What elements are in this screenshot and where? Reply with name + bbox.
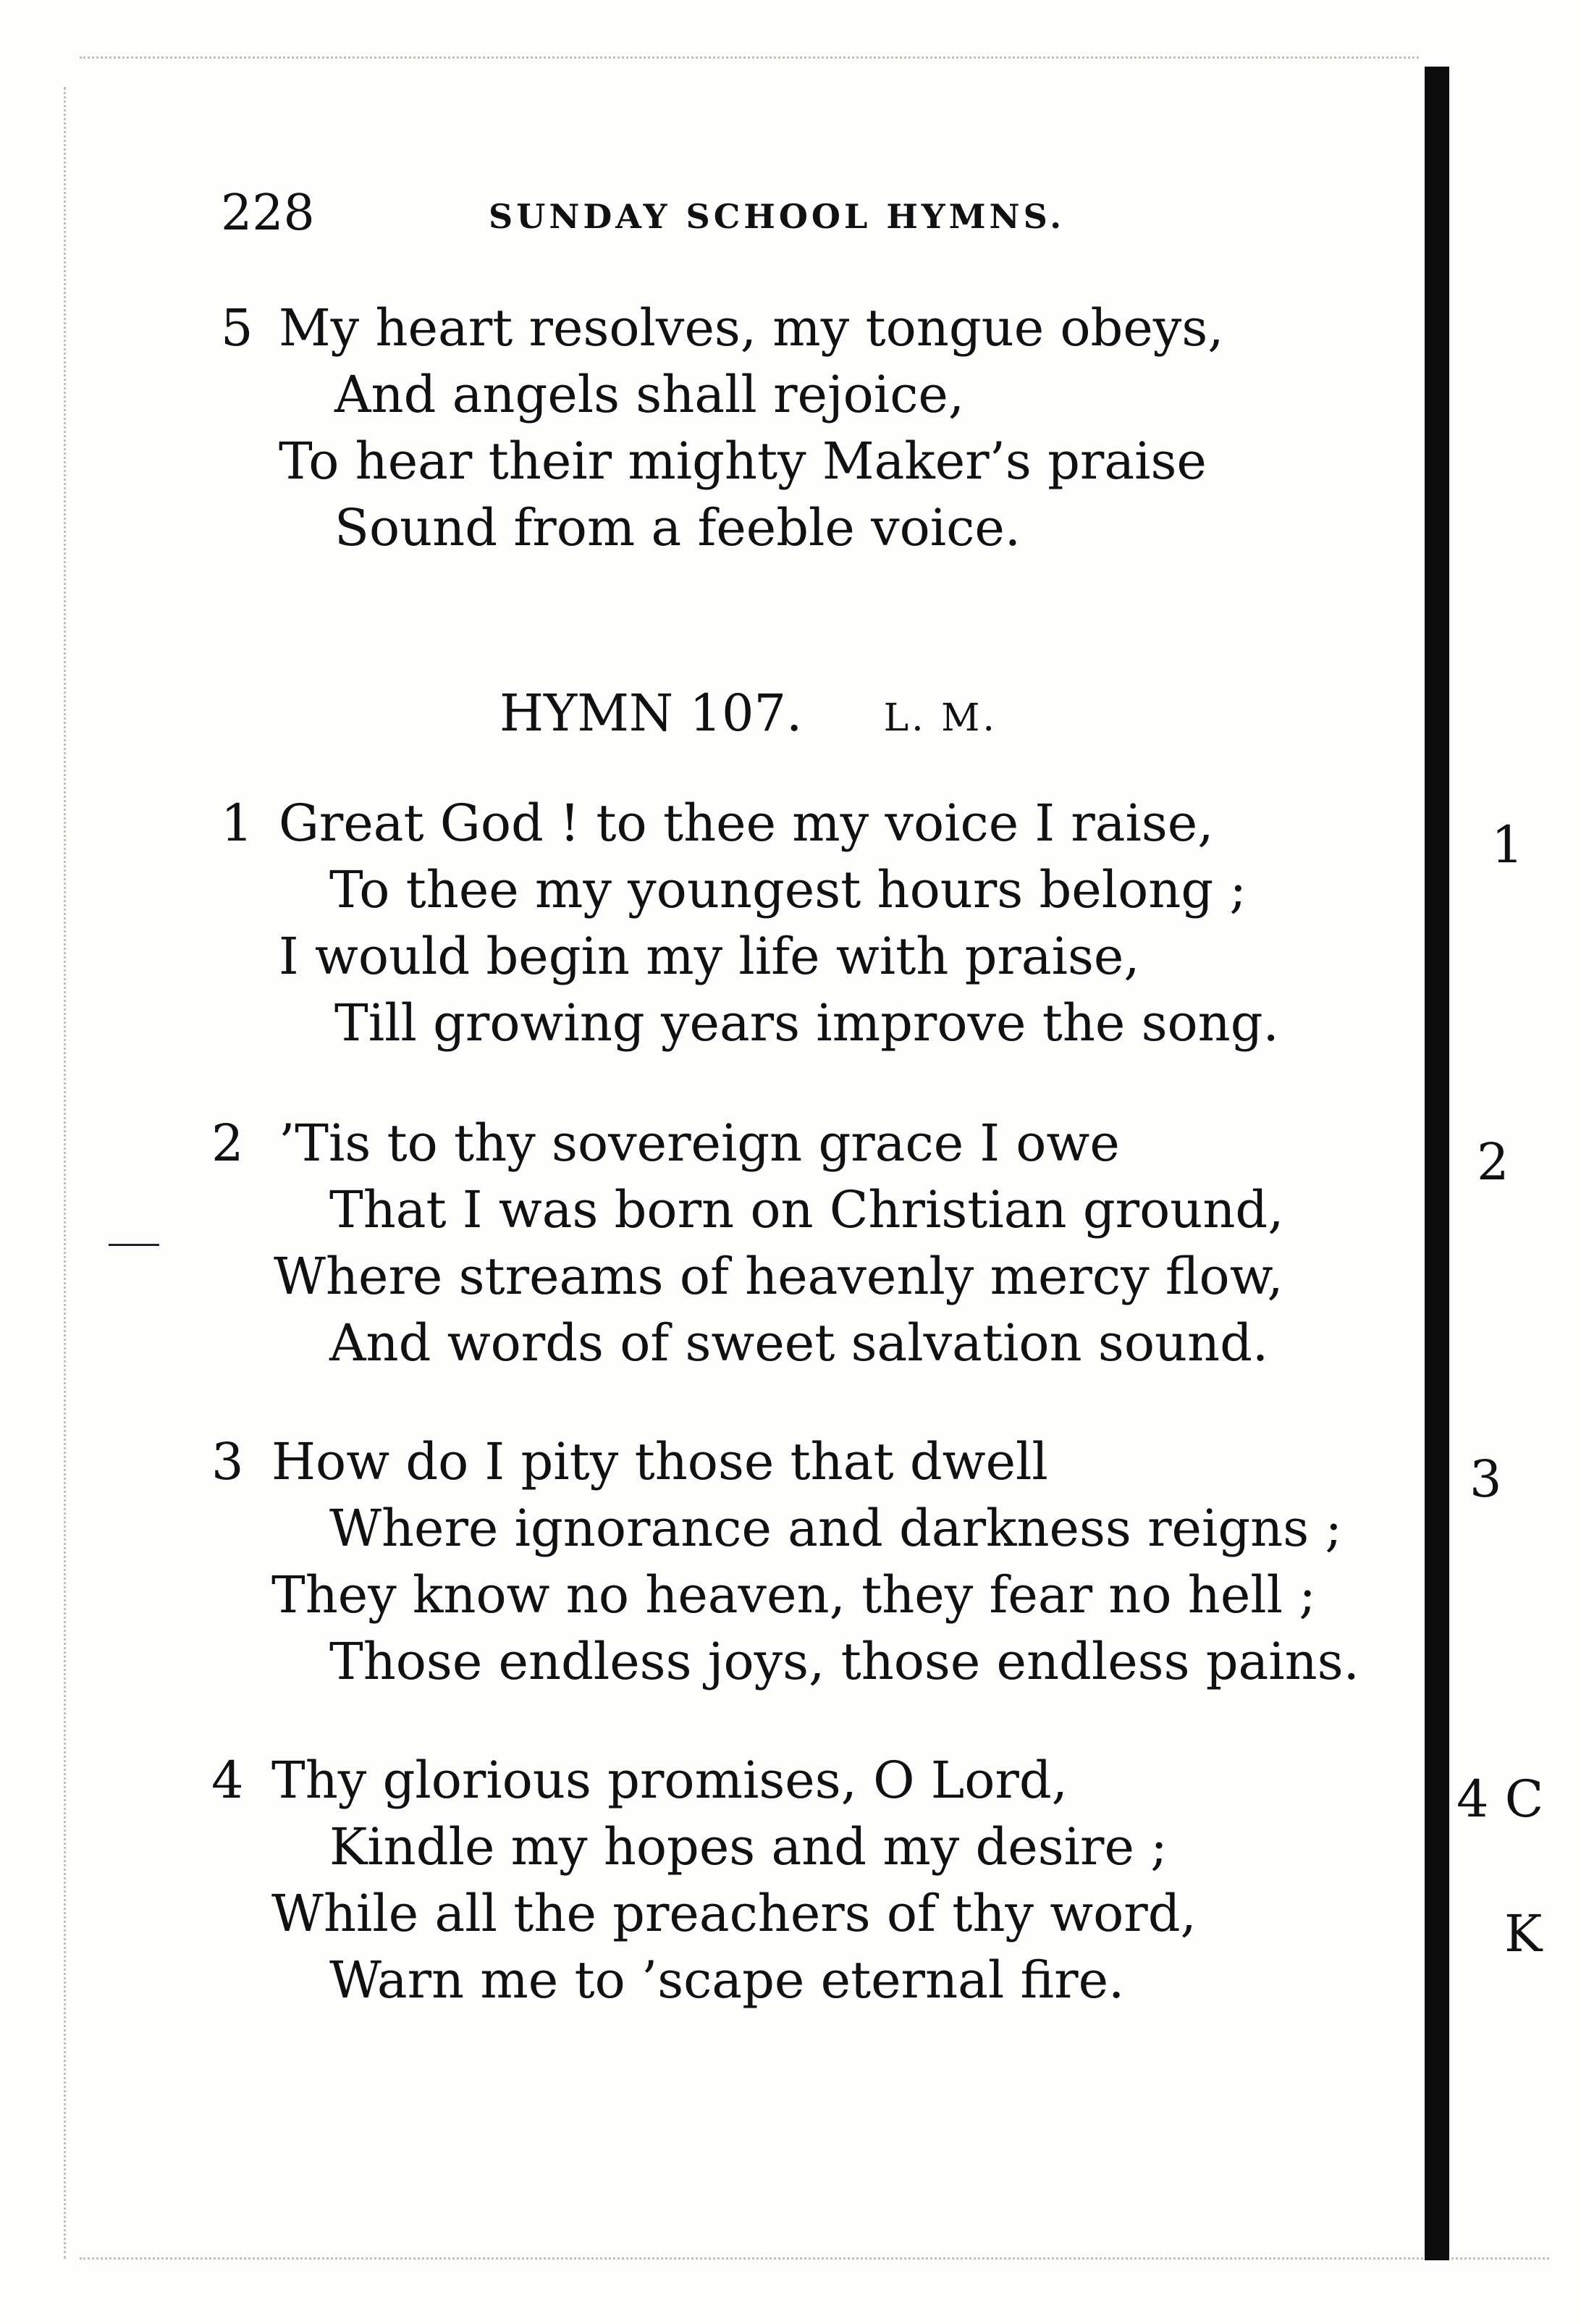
verse-line: To thee my youngest hours belong ;	[329, 860, 1247, 919]
verse-line: Sound from a feeble voice.	[334, 498, 1021, 557]
facing-page-fragment: 1	[1491, 815, 1524, 875]
verse-line: While all the preachers of thy word,	[271, 1884, 1197, 1943]
facing-page-fragment: 4 C	[1456, 1769, 1544, 1829]
book-gutter	[1425, 67, 1449, 2260]
verse-line: That I was born on Christian ground,	[329, 1180, 1284, 1239]
verse-number: 1	[221, 793, 253, 853]
verse-line: Those endless joys, those endless pains.	[329, 1632, 1359, 1691]
verse-line: Where ignorance and darkness reigns ;	[329, 1499, 1343, 1558]
verse-line: Where streams of heavenly mercy flow,	[274, 1247, 1283, 1306]
page-top-edge	[80, 56, 1419, 60]
verse-line: I would begin my life with praise,	[279, 927, 1140, 986]
verse-number: 2	[211, 1113, 244, 1173]
verse-line: And words of sweet salvation sound.	[329, 1313, 1269, 1373]
verse-line: To hear their mighty Maker’s praise	[279, 431, 1207, 491]
verse-line: ’Tis to thy sovereign grace I owe	[279, 1113, 1120, 1173]
verse-line: Kindle my hopes and my desire ;	[329, 1817, 1168, 1877]
facing-page-fragment: K	[1504, 1904, 1543, 1963]
verse-line: And angels shall rejoice,	[334, 365, 965, 424]
facing-page-fragment: 2	[1477, 1132, 1509, 1192]
verse-number: 4	[211, 1751, 244, 1810]
page-left-edge	[64, 87, 79, 2259]
verse-number: 5	[221, 298, 253, 358]
verse-line: How do I pity those that dwell	[271, 1432, 1048, 1491]
verse-line: Warn me to ’scape eternal fire.	[329, 1950, 1125, 2010]
verse-line: They know no heaven, they fear no hell ;	[271, 1565, 1316, 1625]
verse-number: 3	[211, 1432, 244, 1491]
running-header	[221, 185, 1162, 250]
page-bottom-edge	[80, 2257, 1549, 2261]
verse-line: Thy glorious promises, O Lord,	[271, 1751, 1068, 1810]
page-number: 228	[221, 185, 315, 242]
hymn-title: HYMN 107.	[499, 683, 803, 743]
hymn-heading	[499, 681, 998, 751]
hymn-meter: L. M.	[883, 696, 998, 740]
facing-page-fragment: 3	[1470, 1449, 1502, 1509]
verse-line: My heart resolves, my tongue obeys,	[279, 298, 1224, 358]
verse-line: Till growing years improve the song.	[334, 993, 1279, 1053]
verse-line: Great God ! to thee my voice I raise,	[279, 793, 1214, 853]
margin-mark	[109, 1244, 159, 1246]
running-title: SUNDAY SCHOOL HYMNS.	[489, 197, 1066, 236]
